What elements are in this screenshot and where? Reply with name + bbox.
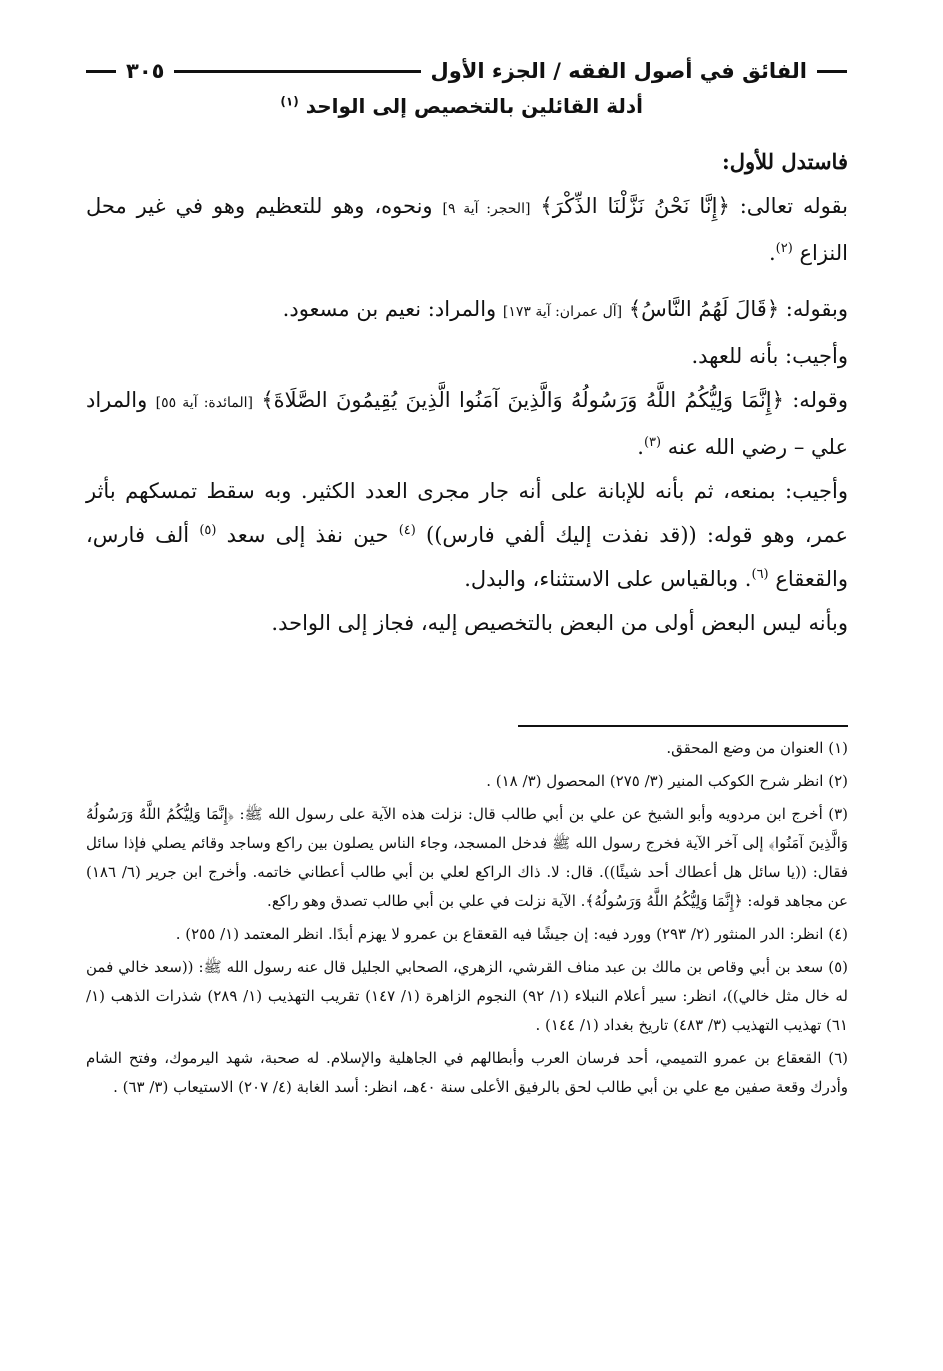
section-title-text: أدلة القائلين بالتخصيص إلى الواحد (305, 94, 643, 118)
paragraph-5 (86, 378, 848, 469)
paragraph-5-period: . (637, 435, 644, 459)
quran-verse-1: بقوله تعالى: ﴿إِنَّا نَحْنُ نَزَّلْنَا الذِّكْرَ﴾ (540, 194, 848, 218)
footnote-separator (518, 725, 848, 727)
paragraph-5-text: والمراد علي – رضي الله عنه (86, 388, 848, 459)
footnote-3: (٣) أخرج ابن مردويه وأبو الشيخ عن علي بن أبي طالب قال: نزلت هذه الآية على رسول الله ﷺ: ﴿إِنَّمَا وَلِيُّكُمُ اللَّهُ وَرَسُولُهُ وَالَّذِينَ آمَنُوا﴾ إلى آخر الآية فخرج رسول الله ﷺ فدخل المسجد، وجاء الناس يصلون بين راكع وساجد وقائم يصلي فإذا سائل فقال: ((يا سائل هل أعطاك أحد شيئًا)). قال: لا. ذاك الراكع لعلي بن أبي طالب أعطاني خاتمه. وأخرج ابن جرير (٦/ ١٨٦) عن مجاهد قوله: ﴿إِنَّمَا وَلِيُّكُمُ اللَّهُ وَرَسُولُهُ﴾. الآية نزلت في علي بن أبي طالب تصدق وهو راكع. (86, 805, 848, 910)
note-ref-5: (٥) (199, 523, 217, 538)
note-ref-2: (٢) (775, 241, 793, 256)
paragraph-1: فاستدل للأول: (721, 149, 848, 174)
quran-verse-3: وقوله: ﴿إِنَّمَا وَلِيُّكُمُ اللَّهُ وَرَسُولُهُ وَالَّذِينَ آمَنُوا الَّذِينَ يُقِيمُونَ الصَّلَاةَ﴾ (261, 388, 848, 412)
paragraph-2-period: . (768, 241, 776, 265)
paragraph-7: وبأنه ليس البعض أولى من البعض بالتخصيص إليه، فجاز إلى الواحد. (271, 611, 848, 635)
paragraph-2-text: ونحوه، وهو للتعظيم وهو في غير محل النزاع (86, 194, 848, 265)
header-dash-right (817, 70, 847, 73)
footnote-5: (٥) سعد بن أبي وقاص بن مالك بن عبد مناف القرشي، الزهري، الصحابي الجليل قال عنه رسول الله ﷺ: ((سعد خالي فمن له خال مثل خالي))، انظر: سير أعلام النبلاء (١/ ٩٢) النجوم الزاهرة (١/ ١٤٧) تقريب التهذيب (١/ ٢٨٩) شذرات الذهب (١/ ٦١) تهذيب التهذيب (٣/ ٤٨٣) تاريخ بغداد (١/ ١٤٤) . (86, 958, 848, 1034)
verse-citation-2: [آل عمران: آية ١٧٣] (502, 304, 623, 320)
verse-citation-1: [الحجر: آية ٩] (442, 201, 531, 217)
paragraph-6-text-a: وأجيب: بمنعه، ثم بأنه للإبانة على أنه جار مجرى العدد الكثير. وبه سقط تمسكهم بأثر عمر، وهو قوله: ((قد نفذت إليك ألفي فارس)) (86, 479, 848, 547)
paragraph-3 (86, 287, 848, 334)
note-ref-4: (٤) (398, 523, 416, 538)
note-ref-3: (٣) (643, 435, 662, 450)
footnote-6: (٦) القعقاع بن عمرو التميمي، أحد فرسان العرب وأبطالهم في الجاهلية والإسلام. له صحبة، شهد اليرموك، وفتح الشام وأدرك وقعة صفين مع علي بن أبي طالب لحق بالرفيق الأعلى سنة ٤٠هـ، انظر: أسد الغابة (٤/ ٢٠٧) الاستيعاب (٣/ ٦٣) . (86, 1049, 848, 1096)
running-header (86, 54, 847, 88)
header-dash-left (86, 70, 116, 73)
main-text (86, 140, 848, 645)
note-ref-6: (٦) (751, 567, 769, 582)
section-title-note-ref: (١) (280, 94, 299, 109)
footnote-4: (٤) انظر: الدر المنثور (٢/ ٢٩٣) وورد فيه: إن جيشًا فيه القعقاع بن عمرو لا يهزم أبدًا. انظر المعتمد (١/ ٢٥٥) . (175, 925, 848, 943)
paragraph-6-text-d: . وبالقياس على الاستثناء، والبدل. (464, 567, 752, 591)
paragraph-3-text: والمراد: نعيم بن مسعود. (282, 297, 497, 321)
page-number: ٣٠٥ (126, 59, 165, 83)
paragraph-6 (86, 469, 848, 601)
verse-citation-3: [المائدة: آية ٥٥] (155, 395, 253, 411)
footnote-2: (٢) انظر شرح الكوكب المنير (٣/ ٢٧٥) المحصول (٣/ ١٨) . (486, 772, 848, 790)
paragraph-6-text-c: ألف فارس، والقعقاع (86, 523, 848, 591)
paragraph-6-text-b: حين نفذ إلى سعد (226, 523, 389, 547)
quran-verse-2: وبقوله: ﴿قَالَ لَهُمُ النَّاسُ﴾ (628, 297, 848, 321)
header-rule (174, 70, 420, 73)
book-title: الفائق في أصول الفقه / الجزء الأول (430, 59, 807, 83)
footnotes (86, 734, 848, 1106)
paragraph-4: وأجيب: بأنه للعهد. (691, 344, 848, 368)
paragraph-2 (86, 184, 848, 275)
section-title (280, 94, 643, 118)
footnote-1: (١) العنوان من وضع المحقق. (666, 739, 848, 757)
